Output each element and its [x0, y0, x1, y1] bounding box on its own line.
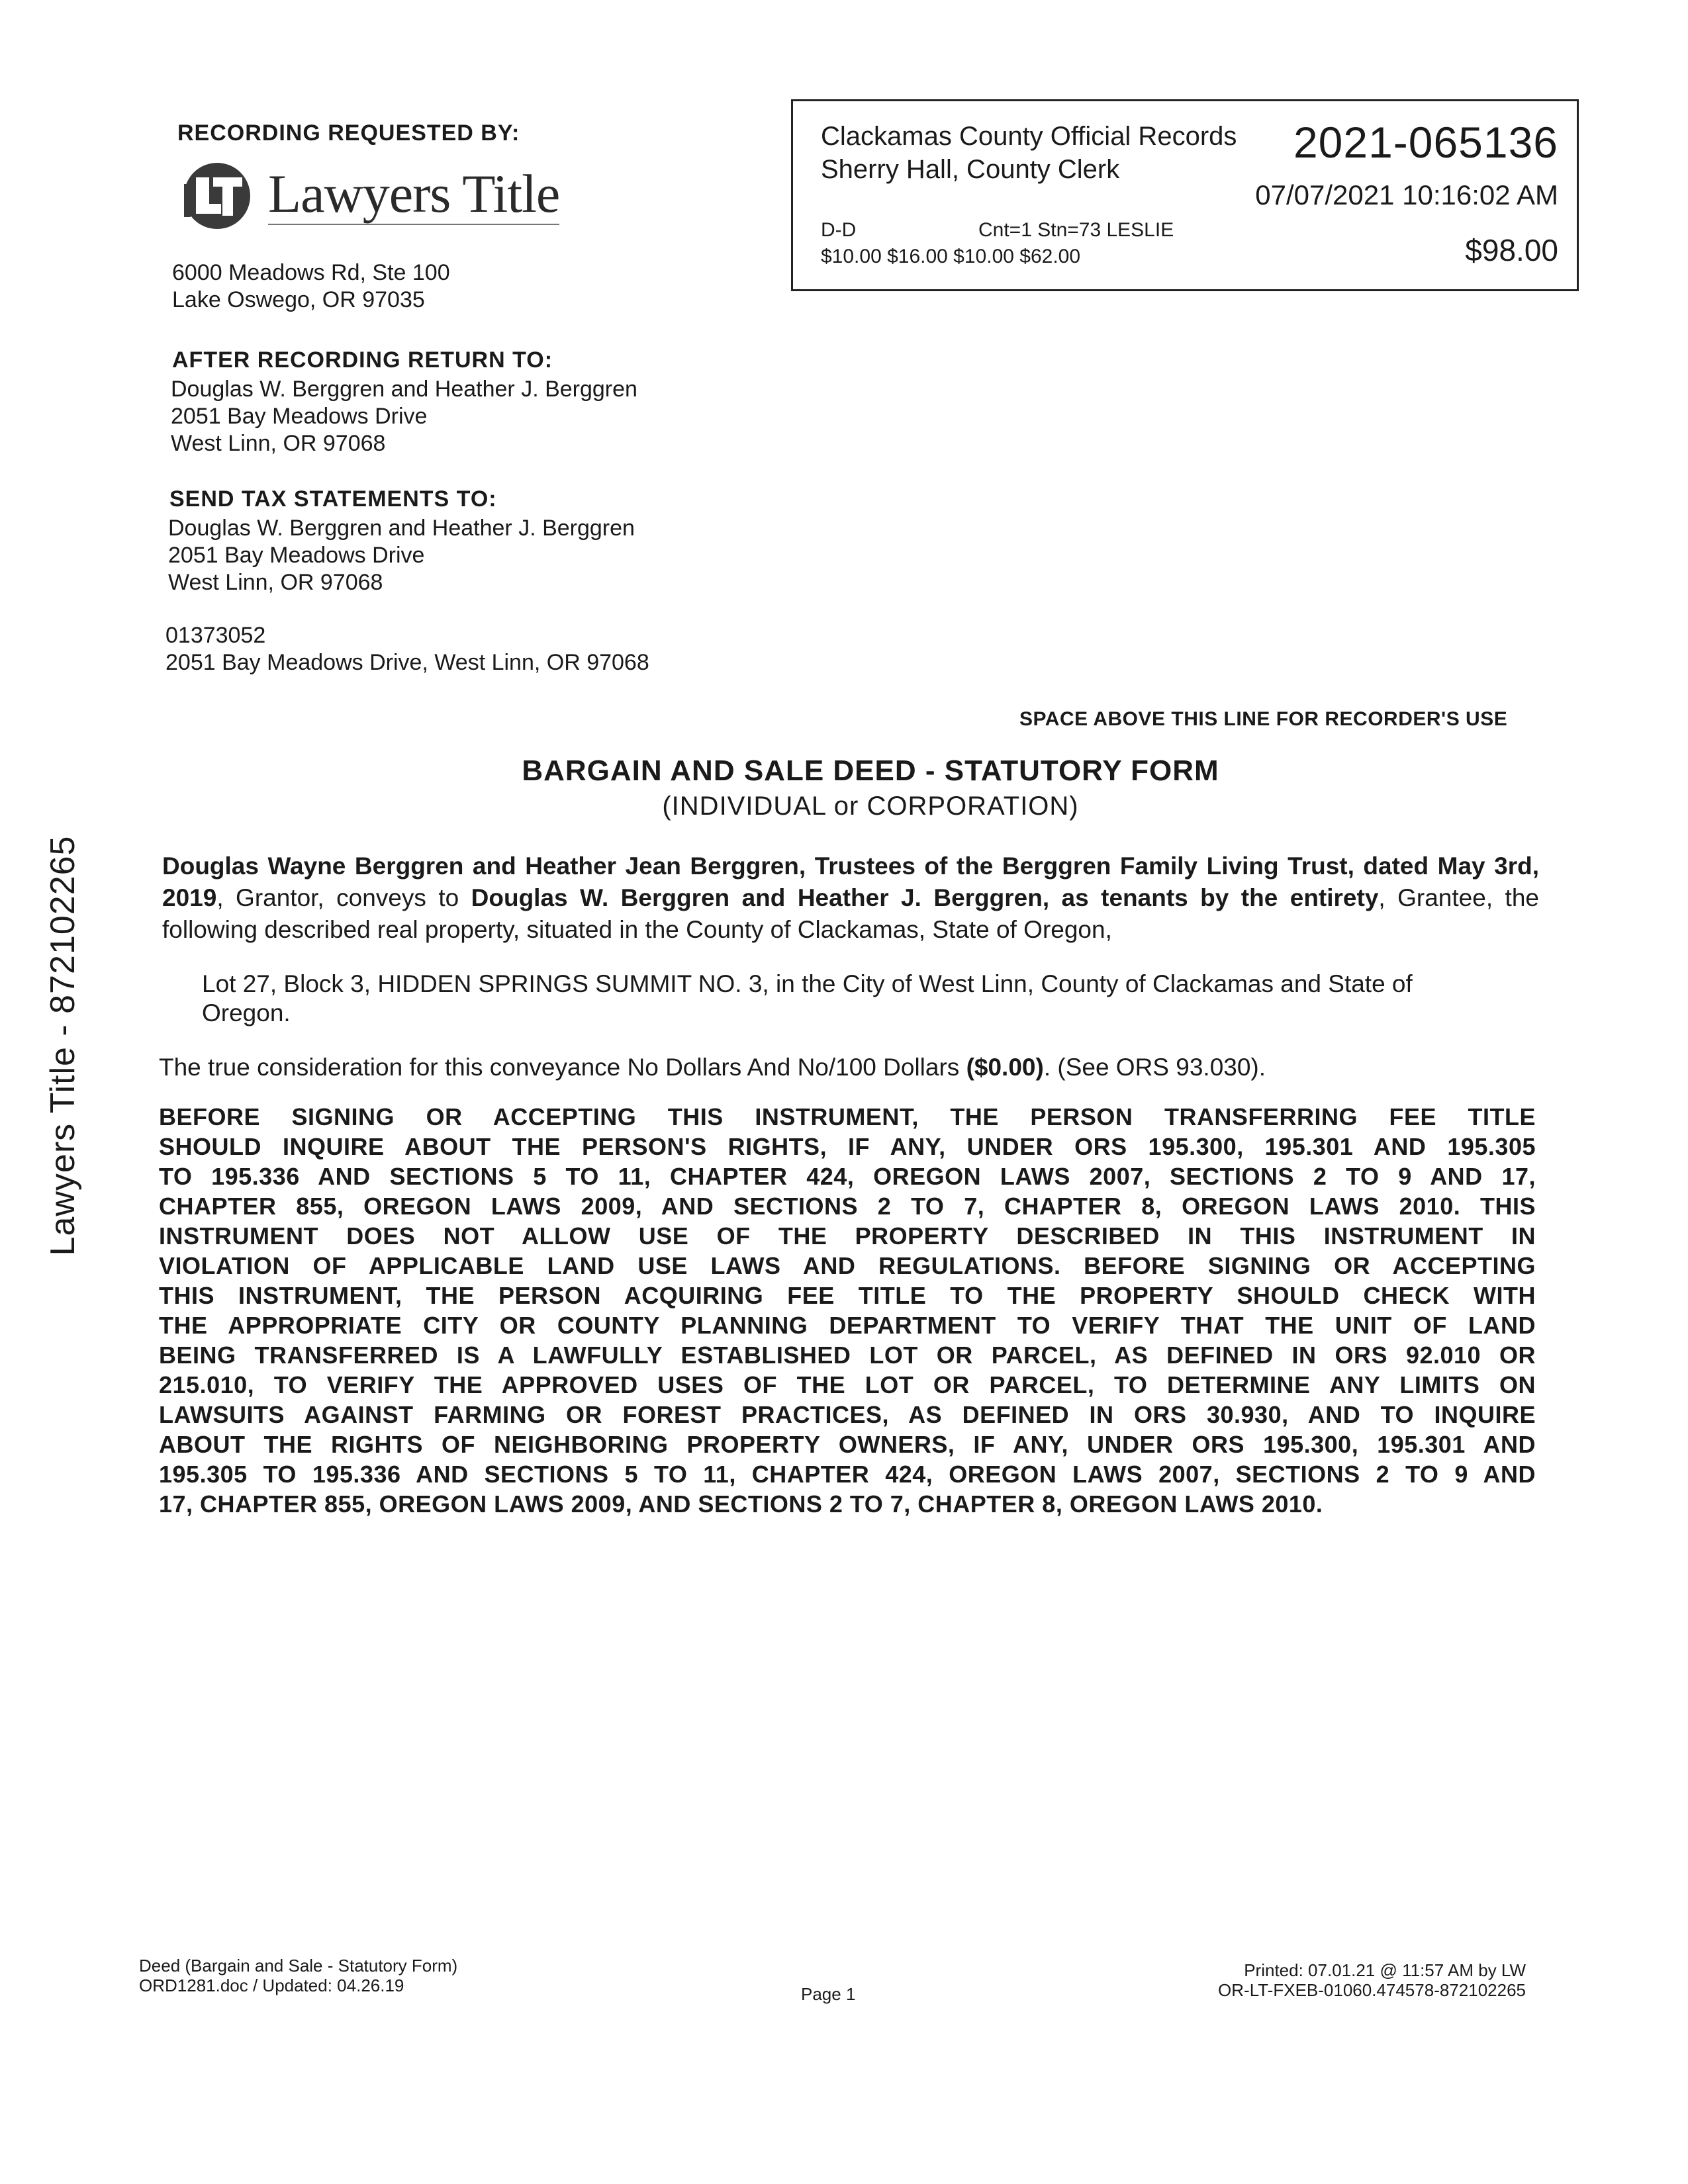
- address-line: 2051 Bay Meadows Drive: [168, 543, 425, 568]
- address-line: 2051 Bay Meadows Drive: [171, 404, 428, 429]
- warning-line: 215.010, TO VERIFY THE APPROVED USES OF THE LOT OR PARCEL, TO DETERMINE ANY LIMITS ON: [159, 1371, 1536, 1398]
- deed-title-sub: (INDIVIDUAL or CORPORATION): [662, 792, 1079, 821]
- consideration-statement: [159, 1052, 1549, 1083]
- recorder-office: [821, 120, 1237, 186]
- footer-form-name: Deed (Bargain and Sale - Statutory Form): [139, 1956, 458, 1976]
- parcel-number: 01373052: [165, 623, 266, 648]
- return-to-label: AFTER RECORDING RETURN TO:: [172, 347, 553, 373]
- lawyers-title-logo: [179, 158, 563, 250]
- footer-print-info: [1162, 1960, 1526, 2000]
- footer-form-file: ORD1281.doc / Updated: 04.26.19: [139, 1976, 404, 1995]
- address-line: Douglas W. Berggren and Heather J. Berggren: [171, 377, 637, 402]
- legal-description: Lot 27, Block 3, HIDDEN SPRINGS SUMMIT NO. 3, in the City of West Linn, County of Clackamas and State of Oregon.: [202, 970, 1413, 1026]
- record-counter: Cnt=1 Stn=73 LESLIE: [978, 219, 1174, 241]
- footer-order-ref: OR-LT-FXEB-01060.474578-872102265: [1218, 1980, 1526, 2000]
- warning-line: CHAPTER 855, OREGON LAWS 2009, AND SECTIONS 2 TO 7, CHAPTER 8, OREGON LAWS 2010. THIS: [159, 1193, 1536, 1220]
- recorder-clerk-name: Sherry Hall, County Clerk: [821, 155, 1120, 184]
- grant-text: , Grantee, the following described real property, situated in the County of Clackamas, State of Oregon,: [162, 884, 1539, 943]
- footer-printed: Printed: 07.01.21 @ 11:57 AM by LW: [1244, 1960, 1526, 1980]
- side-order-stamp-text: Lawyers Title - 872102265: [44, 835, 82, 1256]
- warning-line: BEING TRANSFERRED IS A LAWFULLY ESTABLISHED LOT OR PARCEL, AS DEFINED IN ORS 92.010 OR: [159, 1342, 1536, 1369]
- consideration-amount: ($0.00): [966, 1054, 1044, 1081]
- parcel-info: [165, 622, 649, 676]
- record-datetime: 07/07/2021 10:16:02 AM: [1255, 179, 1558, 210]
- side-order-stamp: [26, 761, 99, 1330]
- warning-line: SHOULD INQUIRE ABOUT THE PERSON'S RIGHTS, IF ANY, UNDER ORS 195.300, 195.301 AND 195.305: [159, 1133, 1536, 1160]
- consideration-reference: . (See ORS 93.030).: [1043, 1054, 1266, 1081]
- warning-line: THE APPROPRIATE CITY OR COUNTY PLANNING DEPARTMENT TO VERIFY THAT THE UNIT OF LAND: [159, 1312, 1536, 1339]
- record-fees: $10.00 $16.00 $10.00 $62.00: [821, 246, 1081, 267]
- grant-text: , Grantor, conveys to: [216, 884, 471, 911]
- record-number: 2021-065136: [1293, 118, 1558, 167]
- grantee-names: Douglas W. Berggren and Heather J. Berggren, as tenants by the entirety: [471, 884, 1379, 911]
- tax-statements-label: SEND TAX STATEMENTS TO:: [169, 486, 497, 512]
- warning-line: 195.305 TO 195.336 AND SECTIONS 5 TO 11, CHAPTER 424, OREGON LAWS 2007, SECTIONS 2 TO 9 AND: [159, 1461, 1536, 1488]
- grant-paragraph: [162, 850, 1539, 946]
- deed-title: [0, 754, 1688, 821]
- recorder-space-note: SPACE ABOVE THIS LINE FOR RECORDER'S USE: [1019, 708, 1508, 730]
- address-line: Douglas W. Berggren and Heather J. Berggren: [168, 516, 635, 541]
- warning-line: LAWSUITS AGAINST FARMING OR FOREST PRACTICES, AS DEFINED IN ORS 30.930, AND TO INQUIRE: [159, 1401, 1536, 1428]
- warning-line: THIS INSTRUMENT, THE PERSON ACQUIRING FEE TITLE TO THE PROPERTY SHOULD CHECK WITH: [159, 1282, 1536, 1309]
- warning-line: INSTRUMENT DOES NOT ALLOW USE OF THE PROPERTY DESCRIBED IN THIS INSTRUMENT IN: [159, 1222, 1536, 1250]
- warning-line: ABOUT THE RIGHTS OF NEIGHBORING PROPERTY OWNERS, IF ANY, UNDER ORS 195.300, 195.301 AND: [159, 1431, 1536, 1458]
- address-line: 6000 Meadows Rd, Ste 100: [172, 260, 450, 285]
- warning-line: 17, CHAPTER 855, OREGON LAWS 2009, AND SECTIONS 2 TO 7, CHAPTER 8, OREGON LAWS 2010.: [159, 1490, 1323, 1518]
- property-address: 2051 Bay Meadows Drive, West Linn, OR 97068: [165, 650, 649, 675]
- grantor-names: Douglas Wayne Berggren and Heather Jean Berggren, Trustees of the Berggren Family Living Trust, dated May 3rd, 2019: [162, 852, 1539, 911]
- warning-line: TO 195.336 AND SECTIONS 5 TO 11, CHAPTER 424, OREGON LAWS 2007, SECTIONS 2 TO 9 AND 17,: [159, 1163, 1536, 1190]
- address-line: Lake Oswego, OR 97035: [172, 287, 425, 312]
- lawyers-title-wordmark: Lawyers Title: [268, 163, 560, 224]
- footer-page-number: Page 1: [801, 1984, 856, 2004]
- footer-form-info: [139, 1956, 457, 1995]
- recording-requested-label: RECORDING REQUESTED BY:: [177, 120, 520, 146]
- record-total-fee: $98.00: [1465, 233, 1558, 267]
- document-code: D-D: [821, 219, 857, 241]
- statutory-warning: [159, 1102, 1536, 1519]
- lawyers-title-logo-icon: [179, 158, 257, 232]
- recording-requested-address: [172, 259, 450, 314]
- address-line: West Linn, OR 97068: [171, 431, 386, 456]
- tax-statements-address: [168, 515, 635, 596]
- return-to-address: [171, 376, 637, 457]
- recorder-stamp-box: [791, 99, 1579, 291]
- recorder-office-name: Clackamas County Official Records: [821, 122, 1237, 151]
- deed-title-main: BARGAIN AND SALE DEED - STATUTORY FORM: [522, 754, 1219, 787]
- consideration-text: The true consideration for this conveyance No Dollars And No/100 Dollars: [159, 1054, 966, 1081]
- logo-divider: [268, 224, 559, 225]
- address-line: West Linn, OR 97068: [168, 570, 383, 595]
- warning-line: BEFORE SIGNING OR ACCEPTING THIS INSTRUMENT, THE PERSON TRANSFERRING FEE TITLE: [159, 1103, 1536, 1130]
- warning-line: VIOLATION OF APPLICABLE LAND USE LAWS AND REGULATIONS. BEFORE SIGNING OR ACCEPTING: [159, 1252, 1536, 1279]
